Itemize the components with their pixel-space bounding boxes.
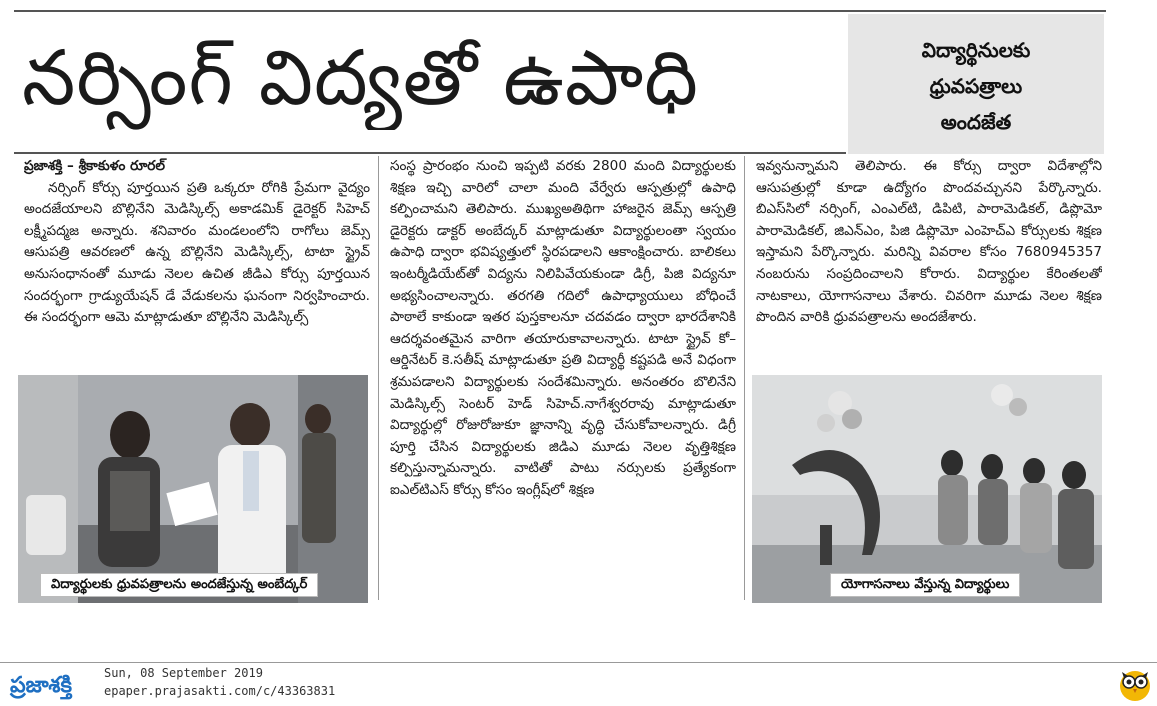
- prajasakti-logo[interactable]: [8, 666, 100, 702]
- photo-yoga-students: [752, 375, 1102, 603]
- footer-rule: [0, 662, 1157, 663]
- footer-url[interactable]: epaper.prajasakti.com/c/43363831: [104, 684, 336, 698]
- byline: ప్రజాశక్తి – శ్రీకాకుళం రూరల్: [24, 158, 165, 174]
- column-1-text: నర్సింగ్ కోర్సు పూర్తయిన ప్రతి ఒక్కరూ రోగికి ప్రేమగా వైద్యం అందజేయాలని బొల్లినేని మెడిస్కిల్స్ అకాడమిక్ డైరెక్టర్ సిహెచ్ లక్ష్మీపద్మజ అన్నారు. శనివారం మండలంలోని రాగోలు జెమ్స్ ఆసుపత్రి ఆవరణలో ఉన్న బొల్లినేని మెడిస్కిల్స్, టాటా స్ట్రైవ్ అనుసంధానంతో మూడు నెలల ఉచిత జీడిఎ కోర్సు పూర్తయిన సందర్భంగా గ్రాడ్యుయేషన్ డే వేడుకలను ఘనంగా నిర్వహించారు. ఈ సందర్భంగా ఆమె మాట్లాడుతూ బొల్లినేని మెడిస్కిల్స్: [24, 179, 370, 326]
- caption-left: విద్యార్థులకు ధ్రువపత్రాలను అందజేస్తున్న అంబేద్కర్: [40, 573, 318, 597]
- owl-mascot-icon: [1118, 664, 1152, 702]
- column-3-text: ఇవ్వనున్నామని తెలిపారు. ఈ కోర్సు ద్వారా విదేశాల్లోని ఆసుపత్రుల్లో కూడా ఉద్యోగం పొందవచ్చునని పేర్కొన్నారు. బిఎస్‌సిలో నర్సింగ్, ఎంఎల్‌టి, డిపిటి, పారామెడికల్, డిప్లొమో పారామెడికల్, జిఎన్ఎం, పిజి డిప్లొమో ఎంహెచ్ఎ కోర్సులకు శిక్షణ ఇస్తామని పేర్కొన్నారు. మరిన్ని వివరాల కోసం 7680945357 నంబరును సంప్రదించాలని కోరారు. విద్యార్థుల కేరింతలతో నాటకాలు, యోగాసనాలు వేశారు. చివరిగా మూడు నెలల శిక్షణ పొందిన వారికి ధ్రువపత్రాలను అందజేశారు.: [756, 158, 1102, 326]
- article-column-1: [24, 156, 370, 368]
- article-column-3: [756, 156, 1102, 368]
- subheading-line-2: ధ్రువపత్రాలు: [929, 74, 1023, 98]
- column-rule-2: [744, 156, 745, 600]
- subheading-box: [848, 14, 1104, 154]
- photo-certificate-presentation: [18, 375, 368, 603]
- caption-right: యోగాసనాలు వేస్తున్న విద్యార్థులు: [830, 573, 1020, 597]
- subheading-line-1: విద్యార్థినులకు: [921, 38, 1031, 62]
- column-2-text: సంస్థ ప్రారంభం నుంచి ఇప్పటి వరకు 2800 మంది విద్యార్థులకు శిక్షణ ఇచ్చి వారిలో చాలా మంది వేర్వేరు ఆస్పత్రుల్లో ఉపాధి కల్పించామని తెలిపారు. ముఖ్యఅతిథిగా హాజరైన జెమ్స్ ఆస్పత్రి డైరెక్టరు డాక్టర్ అంబేద్కర్ మాట్లాడుతూ విద్యార్థులంతా స్వయం ఉపాధి ద్వారా భవిష్యత్తులో స్థిరపడాలని ఆకాంక్షించారు. బాలికలు ఇంటర్మీడియేట్‌తో విద్యను నిలిపివేయకుండా డిగ్రీ, పిజి విద్యనూ అభ్యసించాలన్నారు. తరగతి గదిలో ఉపాధ్యాయులు బోధించే పాఠాలే కాకుండా ఇతర పుస్తకాలనూ చదవడం ద్వారా భారదేశానికి ఆదర్శవంతమైన వారిగా తయారుకావాలన్నారు. టాటా స్ట్రైవ్ కో–ఆర్డినేటర్ కె.సతీష్ మాట్లాడుతూ ప్రతి విద్యార్థీ కష్టపడి అనే విధంగా శ్రమపడాలని విద్యార్థులకు సందేశమిన్నారు. అనంతరం బొలినేని మెడిస్కిల్స్ సెంటర్ హెడ్ సిహెచ్.నాగేశ్వరరావు మాట్లాడుతూ విద్యార్థుల్లో రోజురోజుకూ జ్ఞానాన్ని వృద్ధి చేసుకోవాలన్నారు. డిగ్రీ పూర్తి చేసిన విద్యార్థులకు జిడిఎ మూడు నెలల వృత్తిశిక్షణ కల్పిస్తున్నామన్నారు. వాటితో పాటు నర్సులకు ప్రత్యేకంగా ఐఎల్‌టిఎస్ కోర్సు కోసం ఇంగ్లీష్‌లో శిక్షణ: [390, 158, 736, 498]
- column-rule-1: [378, 156, 379, 600]
- subheading-line-3: అందజేత: [940, 110, 1012, 134]
- article-column-2: [390, 156, 736, 596]
- top-rule: [14, 10, 1106, 12]
- headline: నర్సింగ్ విద్యతో ఉపాధి: [22, 33, 699, 122]
- footer-date: Sun, 08 September 2019: [104, 666, 263, 680]
- headline-rule: [14, 152, 846, 154]
- svg-text:ప్రజాశక్తి: ప్రజాశక్తి: [10, 673, 73, 698]
